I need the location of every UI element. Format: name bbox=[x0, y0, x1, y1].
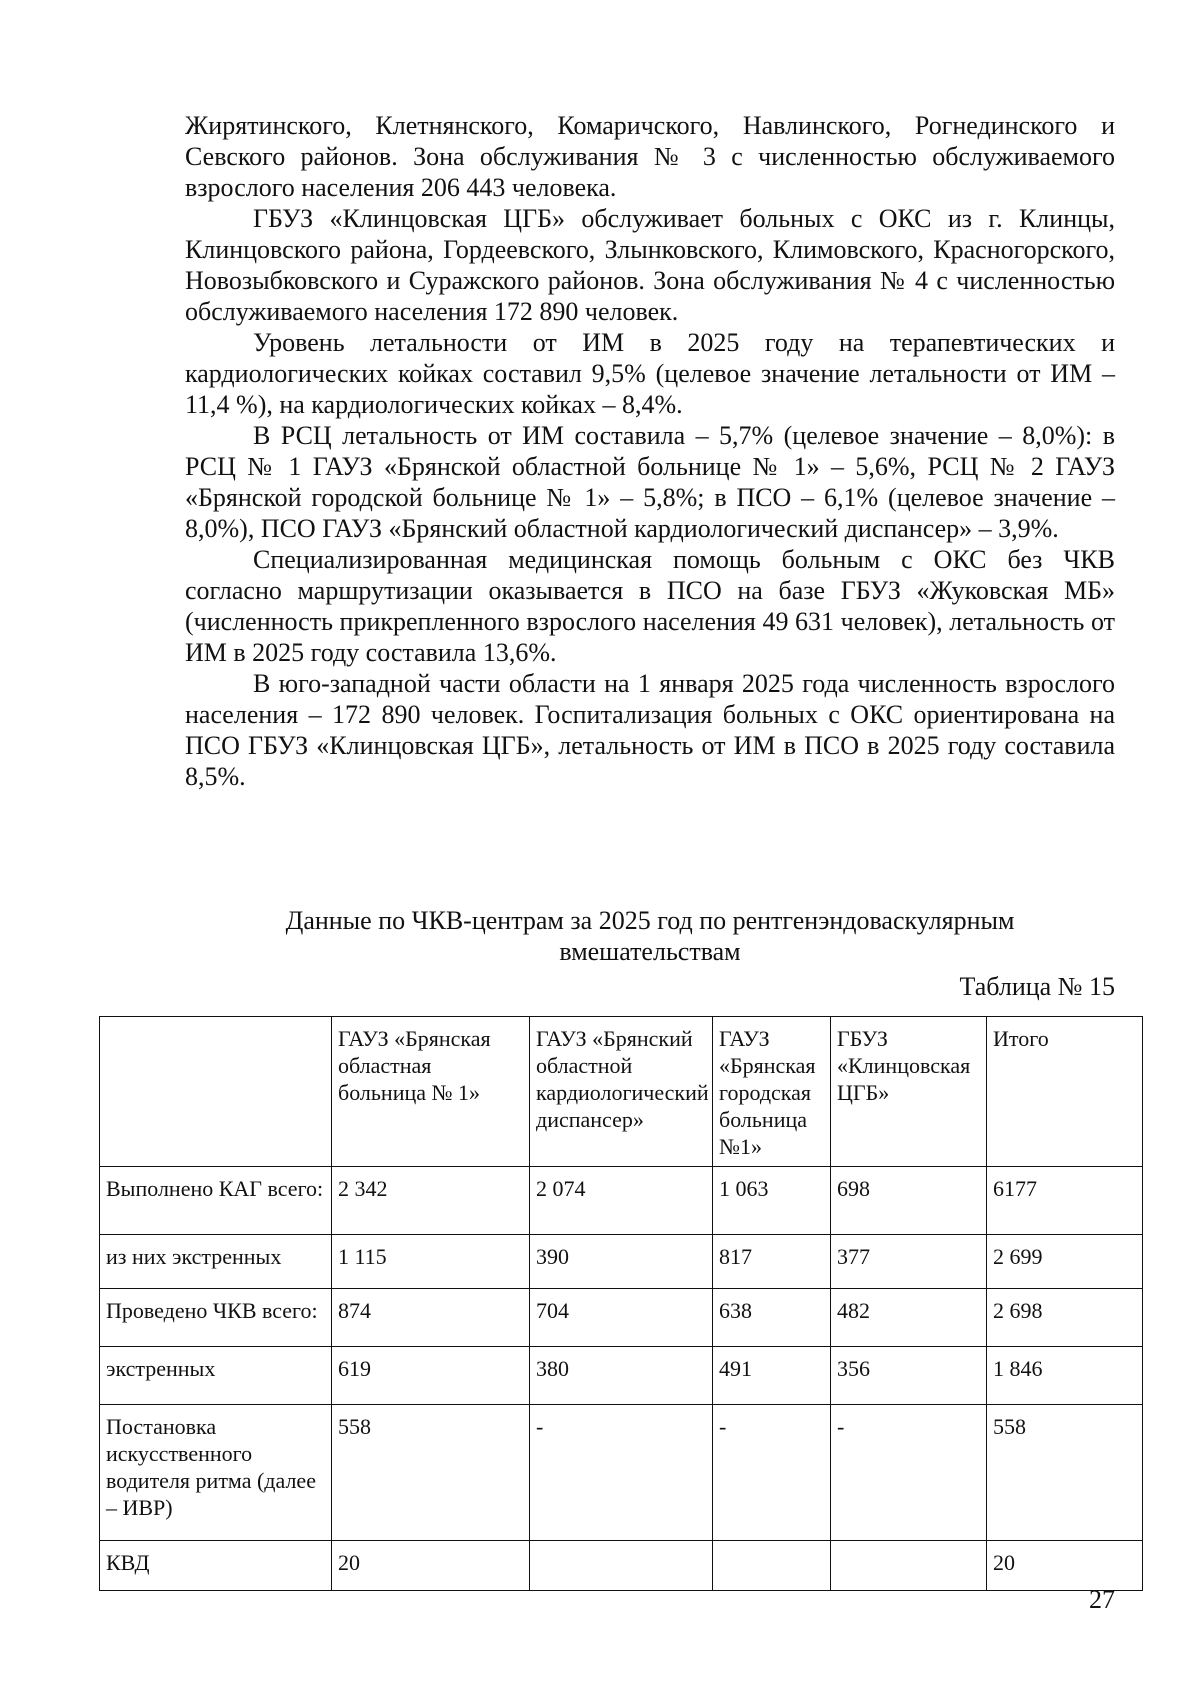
table-cell: 619 bbox=[332, 1347, 530, 1405]
table-cell: 698 bbox=[831, 1167, 987, 1235]
table-cell: 704 bbox=[530, 1289, 713, 1347]
table-cell: 2 342 bbox=[332, 1167, 530, 1235]
table-caption-line: вмешательствам bbox=[559, 937, 741, 966]
table-caption bbox=[200, 905, 1100, 967]
table-cell: 20 bbox=[332, 1541, 530, 1591]
page-number: 27 bbox=[1089, 1585, 1115, 1614]
paragraph: Специализированная медицинская помощь больным с ОКС без ЧКВ согласно маршрутизации оказывается в ПСО на базе ГБУЗ «Жуковская МБ» (численность прикрепленного взрослого населения 49 631 человек), летальность от ИМ в 2025 году составила 13,6%. bbox=[185, 545, 1115, 667]
table-cell: 558 bbox=[332, 1405, 530, 1541]
table-header-row bbox=[100, 1017, 1143, 1167]
header-cell: Итого bbox=[987, 1017, 1143, 1167]
table-cell: 638 bbox=[713, 1289, 831, 1347]
row-label: Проведено ЧКВ всего: bbox=[100, 1289, 332, 1347]
table-row bbox=[100, 1167, 1143, 1235]
table-cell: 1 115 bbox=[332, 1235, 530, 1289]
header-cell bbox=[100, 1017, 332, 1167]
table-row bbox=[100, 1235, 1143, 1289]
table-cell: 356 bbox=[831, 1347, 987, 1405]
table-cell bbox=[713, 1541, 831, 1591]
row-label: экстренных bbox=[100, 1347, 332, 1405]
table-cell bbox=[831, 1541, 987, 1591]
table-row bbox=[100, 1405, 1143, 1541]
table-label: Таблица № 15 bbox=[959, 972, 1115, 1001]
table-cell: 380 bbox=[530, 1347, 713, 1405]
table-cell: 377 bbox=[831, 1235, 987, 1289]
row-label: КВД bbox=[100, 1541, 332, 1591]
row-label: Постановка искусственного водителя ритма (далее – ИВР) bbox=[100, 1405, 332, 1541]
paragraph: Жирятинского, Клетнянского, Комаричского, Навлинского, Рогнединского и Севского районов. Зона обслуживания № 3 с численностью обслуживаемого взрослого населения 206 443 человека. bbox=[185, 111, 1115, 202]
header-cell: ГАУЗ «Брянская городская больница №1» bbox=[713, 1017, 831, 1167]
table-cell: 817 bbox=[713, 1235, 831, 1289]
paragraph: ГБУЗ «Клинцовская ЦГБ» обслуживает больных с ОКС из г. Клинцы, Клинцовского района, Гордеевского, Злынковского, Климовского, Красногорского, Новозыбковского и Суражского районов. Зона обслуживания № 4 с численностью обслуживаемого населения 172 890 человек. bbox=[185, 204, 1115, 326]
table-cell: 558 bbox=[987, 1405, 1143, 1541]
table-cell: 2 074 bbox=[530, 1167, 713, 1235]
table-cell: 6177 bbox=[987, 1167, 1143, 1235]
header-cell: ГАУЗ «Брянская областная больница № 1» bbox=[332, 1017, 530, 1167]
row-label: Выполнено КАГ всего: bbox=[100, 1167, 332, 1235]
table-row bbox=[100, 1347, 1143, 1405]
table-cell: 874 bbox=[332, 1289, 530, 1347]
paragraph: В РСЦ летальность от ИМ составила – 5,7% (целевое значение – 8,0%): в РСЦ № 1 ГАУЗ «Брянской областной больнице № 1» – 5,6%, РСЦ № 2 ГАУЗ «Брянской городской больнице № 1» – 5,8%; в ПСО – 6,1% (целевое значение – 8,0%), ПСО ГАУЗ «Брянский областной кардиологический диспансер» – 3,9%. bbox=[185, 421, 1115, 543]
table-cell: - bbox=[713, 1405, 831, 1541]
row-label: из них экстренных bbox=[100, 1235, 332, 1289]
table-cell bbox=[530, 1541, 713, 1591]
table-row bbox=[100, 1541, 1143, 1591]
data-table bbox=[99, 1016, 1143, 1591]
table-row bbox=[100, 1289, 1143, 1347]
header-cell: ГАУЗ «Брянский областной кардиологический диспансер» bbox=[530, 1017, 713, 1167]
body-text bbox=[185, 110, 1115, 792]
table-cell: 491 bbox=[713, 1347, 831, 1405]
paragraph: Уровень летальности от ИМ в 2025 году на терапевтических и кардиологических койках составил 9,5% (целевое значение летальности от ИМ – 11,4 %), на кардиологических койках – 8,4%. bbox=[185, 328, 1115, 419]
paragraph: В юго-западной части области на 1 января 2025 года численность взрослого населения – 172 890 человек. Госпитализация больных с ОКС ориентирована на ПСО ГБУЗ «Клинцовская ЦГБ», летальность от ИМ в ПСО в 2025 году составила 8,5%. bbox=[185, 669, 1115, 791]
table-cell: - bbox=[530, 1405, 713, 1541]
table-cell: 1 063 bbox=[713, 1167, 831, 1235]
table-cell: 1 846 bbox=[987, 1347, 1143, 1405]
table-cell: - bbox=[831, 1405, 987, 1541]
table-caption-line: Данные по ЧКВ-центрам за 2025 год по рентгенэндоваскулярным bbox=[285, 906, 1015, 935]
table-cell: 2 698 bbox=[987, 1289, 1143, 1347]
table-cell: 482 bbox=[831, 1289, 987, 1347]
table-cell: 20 bbox=[987, 1541, 1143, 1591]
table-cell: 390 bbox=[530, 1235, 713, 1289]
table-cell: 2 699 bbox=[987, 1235, 1143, 1289]
header-cell: ГБУЗ «Клинцовская ЦГБ» bbox=[831, 1017, 987, 1167]
